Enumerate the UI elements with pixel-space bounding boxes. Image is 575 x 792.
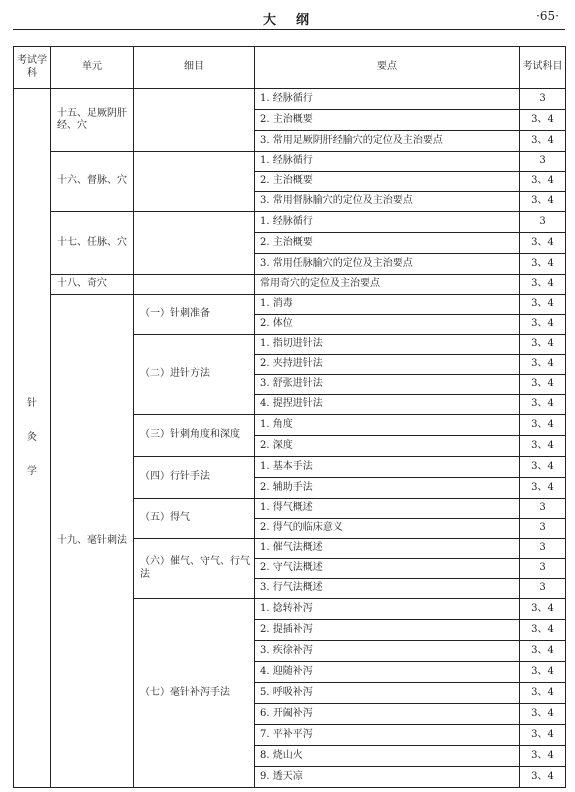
level-cell: 3、4: [520, 746, 566, 767]
point-cell: 1. 经脉循行: [255, 152, 520, 172]
point-cell: 1. 基本手法: [255, 457, 520, 478]
point-cell: 3. 舒张进针法: [255, 375, 520, 395]
point-cell: 1. 角度: [255, 415, 520, 436]
level-cell: 3、4: [520, 767, 566, 788]
point-cell: 1. 消毒: [255, 295, 520, 315]
point-cell: 1. 指切进针法: [255, 335, 520, 355]
detail-cell: （七）毫针补泻手法: [134, 599, 255, 788]
point-cell: 3. 常用足厥阴肝经腧穴的定位及主治要点: [255, 131, 520, 152]
detail-cell: [134, 275, 255, 295]
page-header: [13, 0, 565, 33]
page-number: ·65·: [536, 9, 559, 23]
point-cell: 2. 主治概要: [255, 172, 520, 192]
level-cell: 3、4: [520, 457, 566, 478]
point-cell: 1. 催气法概述: [255, 539, 520, 559]
point-cell: 3. 常用任脉腧穴的定位及主治要点: [255, 254, 520, 275]
point-cell: 7. 平补平泻: [255, 725, 520, 746]
point-cell: 1. 捻转补泻: [255, 599, 520, 620]
point-cell: 6. 开阖补泻: [255, 704, 520, 725]
level-cell: 3、4: [520, 335, 566, 355]
subject-cell: [14, 89, 51, 788]
level-cell: 3、4: [520, 172, 566, 192]
point-cell: 8. 烧山火: [255, 746, 520, 767]
point-cell: 2. 提插补泻: [255, 620, 520, 641]
table-row: [14, 295, 566, 315]
point-cell: 2. 守气法概述: [255, 559, 520, 579]
header-subject: 考试学科: [14, 47, 51, 89]
level-cell: 3、4: [520, 110, 566, 131]
point-cell: 2. 辅助手法: [255, 478, 520, 499]
detail-cell: （一）针刺准备: [134, 295, 255, 335]
point-cell: 1. 得气概述: [255, 499, 520, 519]
level-cell: 3、4: [520, 254, 566, 275]
level-cell: 3、4: [520, 478, 566, 499]
point-cell: 2. 主治概要: [255, 110, 520, 131]
level-cell: 3、4: [520, 641, 566, 662]
level-cell: 3、4: [520, 192, 566, 212]
level-cell: 3: [520, 499, 566, 519]
unit-cell: 十六、督脉、穴: [51, 152, 134, 212]
point-cell: 2. 深度: [255, 436, 520, 457]
detail-cell: （四）行针手法: [134, 457, 255, 499]
point-cell: 5. 呼吸补泻: [255, 683, 520, 704]
level-cell: 3: [520, 539, 566, 559]
level-cell: 3、4: [520, 275, 566, 295]
subject-label: 针灸学: [27, 398, 37, 477]
running-title: 大纲: [263, 13, 330, 28]
detail-cell: （五）得气: [134, 499, 255, 539]
level-cell: 3、4: [520, 436, 566, 457]
detail-cell: （二）进针方法: [134, 335, 255, 415]
level-cell: 3: [520, 579, 566, 599]
header-point: 要点: [255, 47, 520, 89]
table-row: [14, 89, 566, 110]
table-row: [14, 152, 566, 172]
level-cell: 3、4: [520, 662, 566, 683]
level-cell: 3、4: [520, 620, 566, 641]
point-cell: 3. 常用督脉腧穴的定位及主治要点: [255, 192, 520, 212]
level-cell: 3、4: [520, 355, 566, 375]
point-cell: 3. 疾徐补泻: [255, 641, 520, 662]
table-row: [14, 212, 566, 233]
level-cell: 3、4: [520, 131, 566, 152]
header-detail: 细目: [134, 47, 255, 89]
detail-cell: [134, 212, 255, 275]
detail-cell: [134, 152, 255, 212]
table-row: [14, 275, 566, 295]
point-cell: 2. 主治概要: [255, 233, 520, 254]
point-cell: 1. 经脉循行: [255, 89, 520, 110]
detail-cell: [134, 89, 255, 152]
point-cell: 9. 透天凉: [255, 767, 520, 788]
syllabus-table-wrap: [13, 46, 565, 780]
point-cell: 4. 迎随补泻: [255, 662, 520, 683]
point-cell: 2. 体位: [255, 315, 520, 335]
level-cell: 3、4: [520, 415, 566, 436]
syllabus-table: [13, 46, 566, 788]
level-cell: 3: [520, 519, 566, 539]
point-cell: 1. 经脉循行: [255, 212, 520, 233]
point-cell: 常用奇穴的定位及主治要点: [255, 275, 520, 295]
level-cell: 3: [520, 559, 566, 579]
unit-cell: 十七、任脉、穴: [51, 212, 134, 275]
detail-cell: （三）针刺角度和深度: [134, 415, 255, 457]
header-unit: 单元: [51, 47, 134, 89]
unit-cell: 十五、足厥阴肝经、穴: [51, 89, 134, 152]
unit-cell: 十九、毫针刺法: [51, 295, 134, 788]
level-cell: 3、4: [520, 704, 566, 725]
detail-cell: （六）催气、守气、行气法: [134, 539, 255, 599]
header-level: 考试科目: [520, 47, 566, 89]
level-cell: 3、4: [520, 725, 566, 746]
level-cell: 3、4: [520, 375, 566, 395]
level-cell: 3、4: [520, 683, 566, 704]
header-rule: [13, 29, 565, 30]
level-cell: 3、4: [520, 395, 566, 415]
point-cell: 3. 行气法概述: [255, 579, 520, 599]
level-cell: 3、4: [520, 295, 566, 315]
table-header-row: [14, 47, 566, 89]
level-cell: 3: [520, 152, 566, 172]
level-cell: 3: [520, 212, 566, 233]
point-cell: 4. 提捏进针法: [255, 395, 520, 415]
point-cell: 2. 夹持进针法: [255, 355, 520, 375]
level-cell: 3、4: [520, 599, 566, 620]
point-cell: 2. 得气的临床意义: [255, 519, 520, 539]
level-cell: 3: [520, 89, 566, 110]
level-cell: 3、4: [520, 233, 566, 254]
unit-cell: 十八、奇穴: [51, 275, 134, 295]
level-cell: 3、4: [520, 315, 566, 335]
